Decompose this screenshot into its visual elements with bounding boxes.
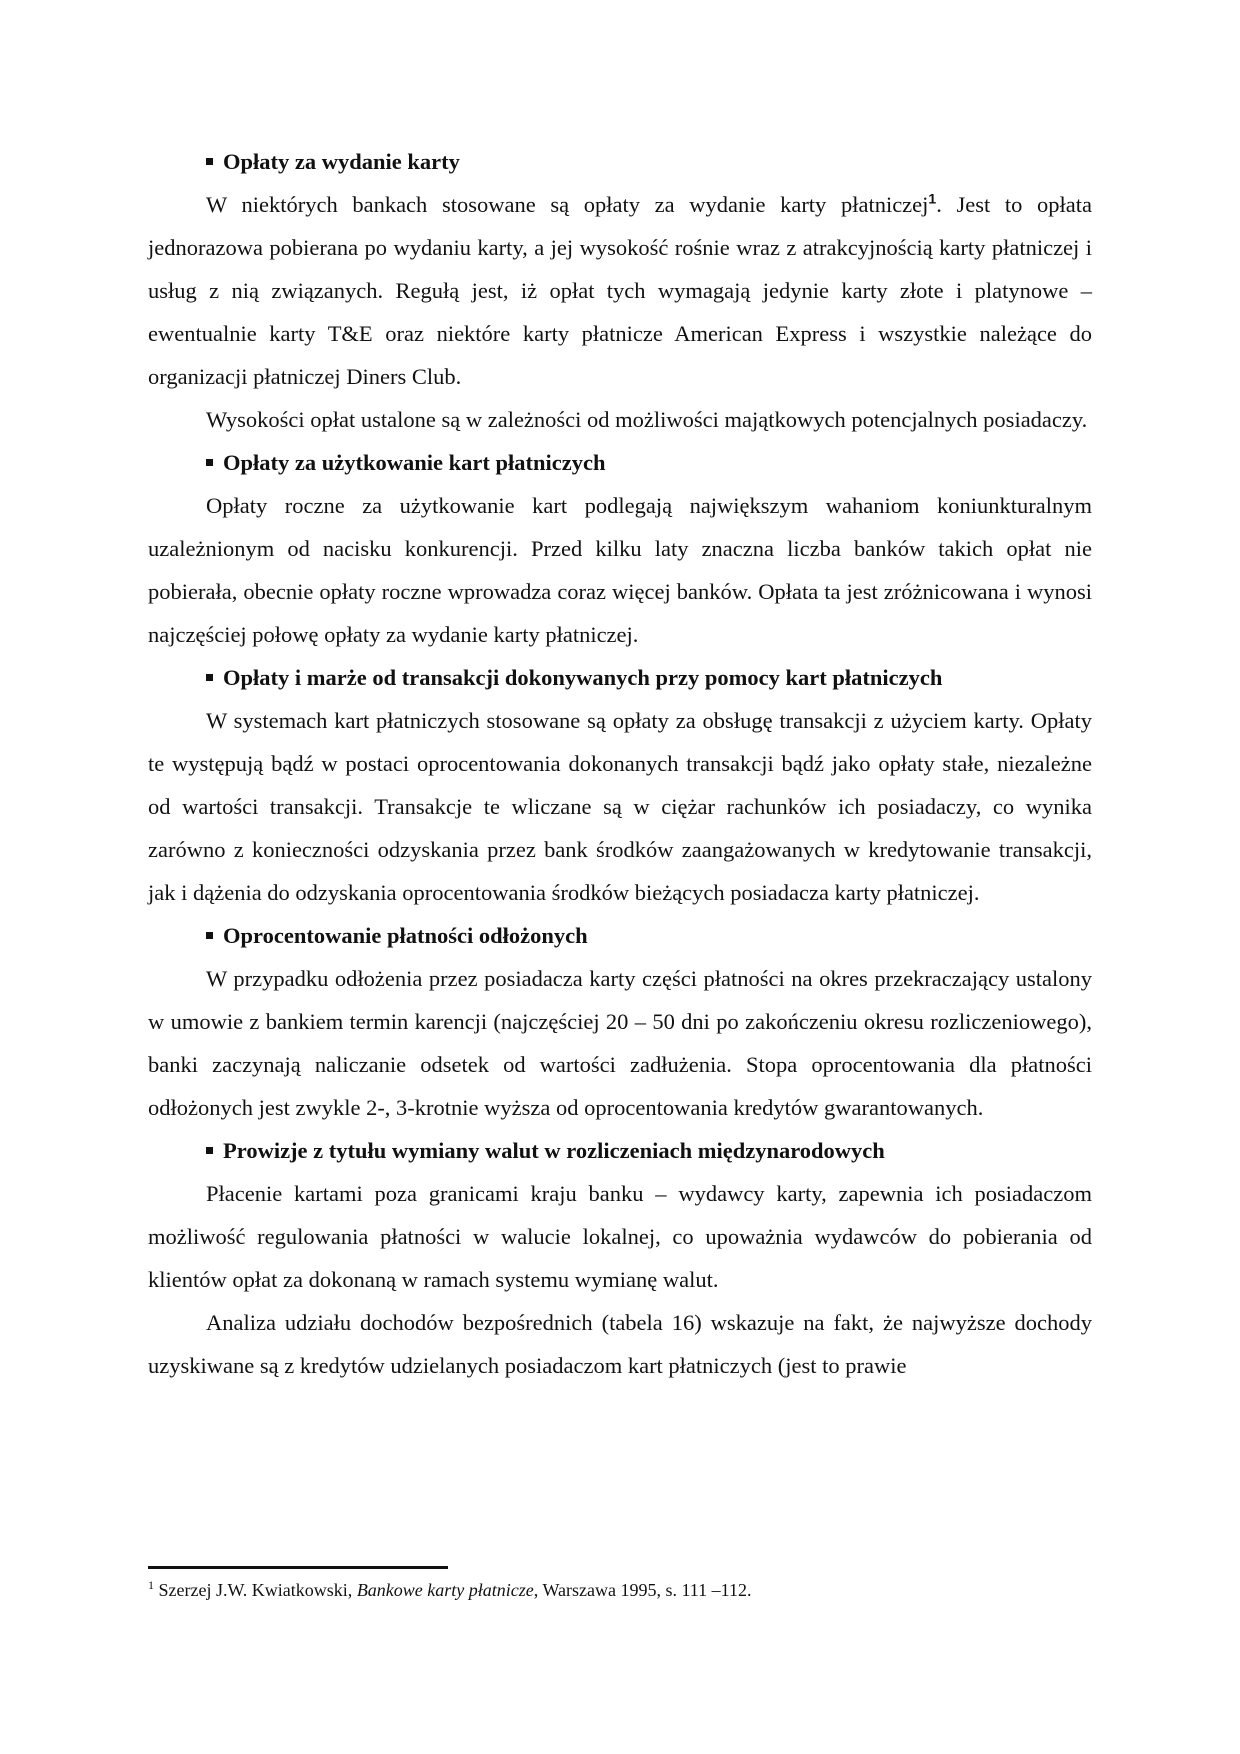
paragraph: Płacenie kartami poza granicami kraju banku – wydawcy karty, zapewnia ich posiadaczom możliwość regulowania płatności w walucie lokalnej, co upoważnia wydawców do pobierania od klientów opłat za dokonaną w ramach systemu wymianę walut. bbox=[148, 1181, 1092, 1292]
footnote-suffix: , Warszawa 1995, s. 111 –112. bbox=[533, 1580, 752, 1600]
heading-text: Opłaty za wydanie karty bbox=[223, 149, 460, 174]
document-page bbox=[148, 140, 1092, 1387]
square-bullet-icon bbox=[206, 674, 213, 681]
square-bullet-icon bbox=[206, 932, 213, 939]
square-bullet-icon bbox=[206, 1147, 213, 1154]
heading-text: Prowizje z tytułu wymiany walut w rozliczeniach międzynarodowych bbox=[223, 1138, 885, 1163]
footnote-prefix: Szerzej J.W. Kwiatkowski, bbox=[154, 1580, 357, 1600]
section-heading bbox=[148, 656, 1092, 699]
heading-text: Opłaty i marże od transakcji dokonywanych przy pomocy kart płatniczych bbox=[223, 665, 943, 690]
paragraph: Analiza udziału dochodów bezpośrednich (tabela 16) wskazuje na fakt, że najwyższe dochody uzyskiwane są z kredytów udzielanych posiadaczom kart płatniczych (jest to prawie bbox=[148, 1310, 1092, 1378]
heading-text: Opłaty za użytkowanie kart płatniczych bbox=[223, 450, 606, 475]
paragraph: Wysokości opłat ustalone są w zależności od możliwości majątkowych potencjalnych posiadaczy. bbox=[206, 407, 1088, 432]
section-heading bbox=[148, 441, 1092, 484]
section-heading bbox=[148, 1129, 1092, 1172]
footnote-reference[interactable]: 1 bbox=[928, 190, 937, 207]
footnote-book-title: Bankowe karty płatnicze bbox=[356, 1580, 534, 1600]
footnote-mark: 1 bbox=[148, 1578, 154, 1592]
paragraph-text: W niektórych bankach stosowane są opłaty za wydanie karty płatniczej bbox=[206, 192, 929, 217]
heading-text: Oprocentowanie płatności odłożonych bbox=[223, 923, 588, 948]
paragraph: W przypadku odłożenia przez posiadacza karty części płatności na okres przekraczający ustalony w umowie z bankiem termin karencji (najczęściej 20 – 50 dni po zakończeniu okresu rozliczeniowego), banki zaczynają naliczanie odsetek od wartości zadłużenia. Stopa oprocentowania dla płatności odłożonych jest zwykle 2-, 3-krotnie wyższa od oprocentowania kredytów gwarantowanych. bbox=[148, 966, 1092, 1120]
paragraph: W systemach kart płatniczych stosowane są opłaty za obsługę transakcji z użyciem karty. Opłaty te występują bądź w postaci oprocentowania dokonanych transakcji bądź jako opłaty stałe, niezależne od wartości transakcji. Transakcje te wliczane są w ciężar rachunków ich posiadaczy, co wynika zarówno z konieczności odzyskania przez bank środków zaangażowanych w kredytowanie transakcji, jak i dążenia do odzyskania oprocentowania środków bieżących posiadacza karty płatniczej. bbox=[148, 708, 1092, 905]
square-bullet-icon bbox=[206, 158, 213, 165]
footnote bbox=[148, 1578, 1092, 1602]
paragraph: Opłaty roczne za użytkowanie kart podlegają największym wahaniom koniunkturalnym uzależnionym od nacisku konkurencji. Przed kilku laty znaczna liczba banków takich opłat nie pobierała, obecnie opłaty roczne wprowadza coraz więcej banków. Opłata ta jest zróżnicowana i wynosi najczęściej połowę opłaty za wydanie karty płatniczej. bbox=[148, 493, 1092, 647]
paragraph bbox=[148, 183, 1092, 398]
section-heading bbox=[148, 140, 1092, 183]
section-heading bbox=[148, 914, 1092, 957]
paragraph-text: . Jest to opłata jednorazowa pobierana po wydaniu karty, a jej wysokość rośnie wraz z atrakcyjnością karty płatniczej i usług z nią związanych. Regułą jest, iż opłat tych wymagają jedynie karty złote i platynowe – ewentualnie karty T&E oraz niektóre karty płatnicze American Express i wszystkie należące do organizacji płatniczej Diners Club. bbox=[148, 192, 1092, 389]
footnote-separator bbox=[148, 1566, 448, 1569]
square-bullet-icon bbox=[206, 459, 213, 466]
